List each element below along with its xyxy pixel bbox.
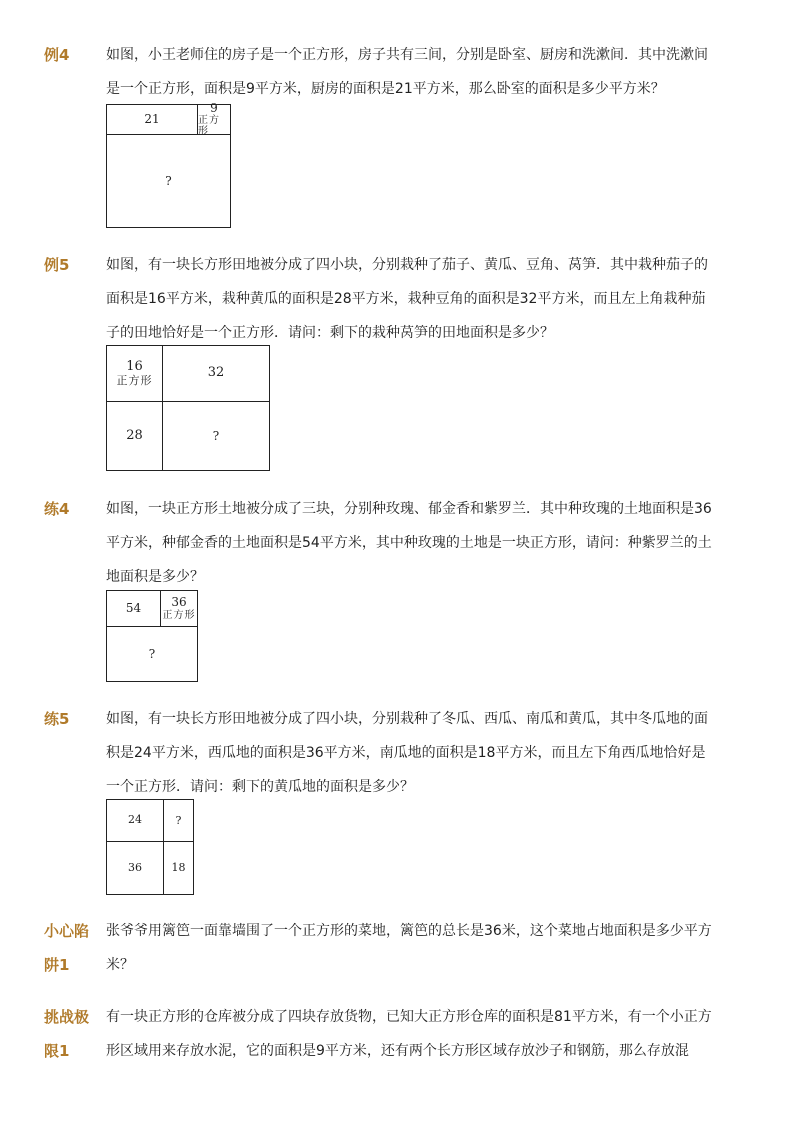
problem-text: 有一块正方形的仓库被分成了四块存放货物，已知大正方形仓库的面积是81平方米，有一个小正方形区域用来存放水泥，它的面积是9平方米，还有两个长方形区域存放沙子和钢筋，那么存放混 bbox=[106, 1009, 712, 1059]
area-diagram bbox=[106, 345, 270, 471]
area-diagram bbox=[106, 799, 194, 895]
problem-text: 张爷爷用篱笆一面靠墙围了一个正方形的菜地，篱笆的总长是36米，这个菜地占地面积是多少平方米？ bbox=[106, 923, 712, 973]
diagram-region-tulip bbox=[106, 590, 161, 627]
region-unknown: ? bbox=[175, 814, 182, 827]
region-unknown: ? bbox=[148, 647, 156, 661]
diagram-region-rose bbox=[160, 590, 198, 627]
region-value: 36 bbox=[171, 595, 187, 610]
region-value: 36 bbox=[128, 860, 142, 874]
diagram-region-cucumber bbox=[106, 401, 163, 471]
region-value: 9 bbox=[210, 100, 218, 115]
region-value: 16 bbox=[126, 359, 143, 375]
diagram-region-kitchen bbox=[106, 104, 198, 135]
problem-text: 如图，一块正方形土地被分成了三块，分别种玫瑰、郁金香和紫罗兰．其中种玫瑰的土地面积是36平方米，种郁金香的土地面积是54平方米，其中种玫瑰的土地是一块正方形，请问：种紫罗兰的土地面积是多少？ bbox=[106, 501, 712, 585]
region-value: 24 bbox=[128, 813, 142, 827]
region-value: 28 bbox=[126, 427, 143, 443]
diagram-region-bedroom bbox=[106, 134, 231, 228]
area-diagram bbox=[106, 590, 198, 682]
problem-text: 如图，小王老师住的房子是一个正方形，房子共有三间，分别是卧室、厨房和洗漱间．其中洗漱间是一个正方形，面积是9平方米，厨房的面积是21平方米，那么卧室的面积是多少平方米？ bbox=[106, 47, 708, 97]
region-value: 21 bbox=[144, 111, 160, 126]
diagram-region-cucumber bbox=[163, 799, 194, 842]
region-square-label: 正方形 bbox=[162, 609, 196, 621]
problem-tag: 练5 bbox=[44, 710, 70, 728]
diagram-region-violet bbox=[106, 626, 198, 682]
problem-tag: 练4 bbox=[44, 500, 70, 518]
problem-text: 如图，有一块长方形田地被分成了四小块，分别栽种了冬瓜、西瓜、南瓜和黄瓜，其中冬瓜地的面积是24平方米，西瓜地的面积是36平方米，南瓜地的面积是18平方米，而且左下角西瓜地恰好是一个正方形．请问：剩下的黄瓜地的面积是多少？ bbox=[106, 711, 708, 795]
region-value: 18 bbox=[171, 860, 186, 874]
diagram-region-pumpkin bbox=[163, 841, 194, 895]
region-unknown: ? bbox=[165, 174, 172, 188]
area-diagram bbox=[106, 100, 231, 228]
region-value: 32 bbox=[207, 365, 225, 381]
diagram-region-lettuce bbox=[162, 401, 270, 471]
diagram-region-washroom bbox=[197, 100, 231, 138]
diagram-region-beans bbox=[162, 345, 270, 402]
region-square-label: 正方形 bbox=[198, 115, 220, 138]
region-square-label: 正方形 bbox=[116, 373, 153, 387]
diagram-region-winter-melon bbox=[106, 799, 164, 842]
region-unknown: ? bbox=[212, 429, 220, 443]
problem-text: 如图，有一块长方形田地被分成了四小块，分别栽种了茄子、黄瓜、豆角、莴笋．其中栽种茄子的面积是16平方米，栽种黄瓜的面积是28平方米，栽种豆角的面积是32平方米，而且左上角栽种茄子的田地恰好是一个正方形．请问：剩下的栽种莴笋的田地面积是多少？ bbox=[106, 257, 708, 341]
problem-tag: 挑战极限1 bbox=[44, 1008, 90, 1060]
problem-tag: 小心陷阱1 bbox=[44, 922, 90, 974]
problem-tag: 例4 bbox=[44, 46, 70, 64]
region-value: 54 bbox=[125, 600, 142, 615]
problem-tag: 例5 bbox=[44, 256, 70, 274]
diagram-region-watermelon bbox=[106, 841, 164, 895]
diagram-region-eggplant bbox=[106, 345, 163, 402]
